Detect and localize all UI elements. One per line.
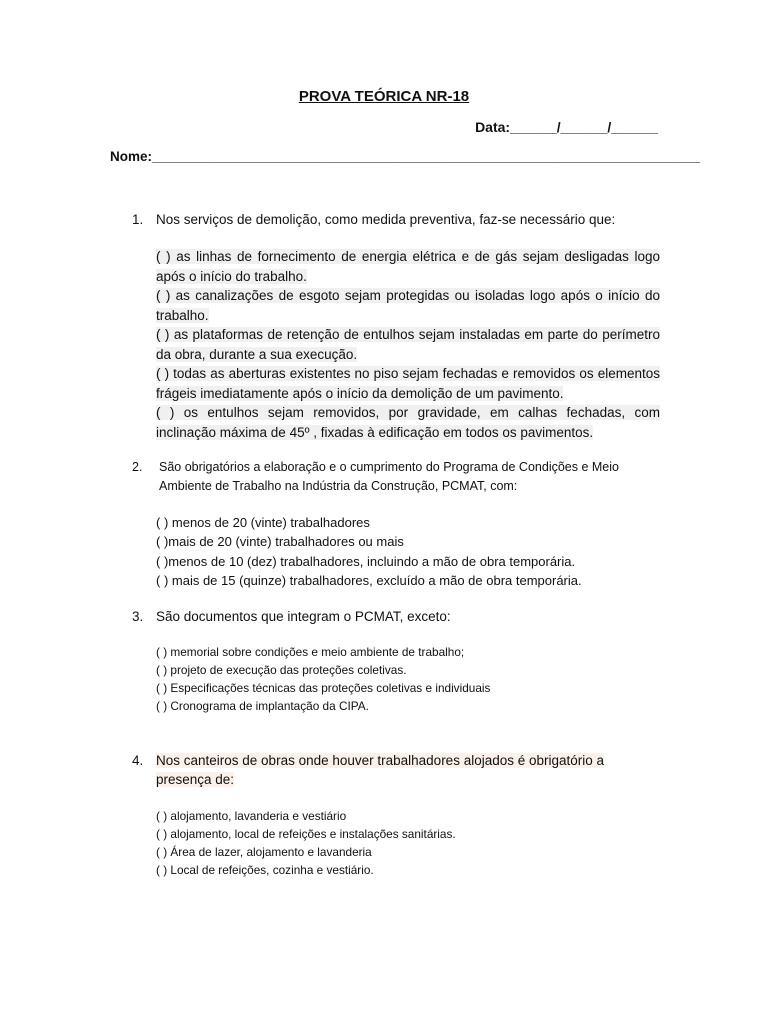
question-1-option-b[interactable]	[156, 286, 660, 325]
question-4-option-b[interactable]: ( ) alojamento, local de refeições e instalações sanitárias.	[156, 827, 456, 841]
question-4	[132, 751, 660, 879]
question-2-options	[132, 513, 660, 590]
question-4-text: Nos canteiros de obras onde houver trabalhadores alojados é obrigatório a presença de:	[156, 753, 605, 787]
question-3-option-c[interactable]: ( ) Especificações técnicas das proteções coletivas e individuais	[156, 681, 491, 695]
option-text: ( ) as linhas de fornecimento de energia elétrica e de gás sejam desligadas logo após o início do trabalho.	[156, 249, 660, 284]
question-4-statement	[132, 751, 660, 789]
question-2-number: 2.	[132, 460, 143, 474]
question-3-number: 3.	[132, 609, 144, 624]
question-3-option-a[interactable]: ( ) memorial sobre condições e meio ambiente de trabalho;	[156, 645, 465, 659]
question-3-options	[132, 643, 660, 715]
question-2-option-c[interactable]: ( )menos de 10 (dez) trabalhadores, incluindo a mão de obra temporária.	[156, 553, 576, 569]
question-2-option-b[interactable]: ( )mais de 20 (vinte) trabalhadores ou mais	[156, 534, 404, 550]
question-2	[132, 458, 660, 590]
option-text: ( ) as canalizações de esgoto sejam protegidas ou isoladas logo após o início do trabalho.	[156, 288, 660, 323]
question-4-options	[132, 807, 660, 879]
question-1-option-c[interactable]	[156, 325, 660, 364]
question-4-option-d[interactable]: ( ) Local de refeições, cozinha e vestiário.	[156, 863, 374, 877]
question-2-option-d[interactable]: ( ) mais de 15 (quinze) trabalhadores, excluído a mão de obra temporária.	[156, 572, 582, 588]
page-title	[0, 88, 768, 105]
name-field: Nome:_________________________________________________________________________	[110, 149, 701, 164]
page-title-text: PROVA TEÓRICA NR-18	[298, 88, 470, 105]
question-1-option-e[interactable]	[156, 403, 660, 442]
question-4-option-a[interactable]: ( ) alojamento, lavanderia e vestiário	[156, 809, 347, 823]
question-3-option-b[interactable]: ( ) projeto de execução das proteções coletivas.	[156, 663, 407, 677]
question-2-statement	[132, 458, 660, 496]
question-1-option-a[interactable]	[156, 247, 660, 286]
date-field: Data:______/______/______	[475, 119, 658, 135]
question-3	[132, 607, 660, 715]
question-2-option-a[interactable]: ( ) menos de 20 (vinte) trabalhadores	[156, 515, 370, 530]
question-4-number: 4.	[132, 753, 144, 768]
option-text: ( ) os entulhos sejam removidos, por gravidade, em calhas fechadas, com inclinação máxima de 45º , fixadas à edificação em todos os pavimentos.	[156, 405, 660, 440]
question-1-options	[132, 247, 660, 442]
option-text: ( ) as plataformas de retenção de entulhos sejam instaladas em parte do perímetro da obra, durante a sua execução.	[156, 327, 660, 362]
question-1-statement	[132, 210, 660, 229]
option-text: ( ) todas as aberturas existentes no piso sejam fechadas e removidos os elementos frágeis imediatamente após o início da demolição de um pavimento.	[156, 366, 660, 401]
question-4-option-c[interactable]: ( ) Área de lazer, alojamento e lavanderia	[156, 845, 372, 859]
question-2-text: São obrigatórios a elaboração e o cumprimento do Programa de Condições e Meio Ambiente de Trabalho na Indústria da Construção, PCMAT, com:	[159, 460, 619, 493]
question-1-number: 1.	[132, 212, 144, 227]
question-1-option-d[interactable]	[156, 364, 660, 403]
question-3-text: São documentos que integram o PCMAT, exceto:	[156, 609, 451, 624]
question-3-option-d[interactable]: ( ) Cronograma de implantação da CIPA.	[156, 699, 369, 713]
question-1-text: Nos serviços de demolição, como medida preventiva, faz-se necessário que:	[156, 212, 616, 227]
question-1	[132, 210, 660, 442]
question-3-statement	[132, 607, 660, 626]
